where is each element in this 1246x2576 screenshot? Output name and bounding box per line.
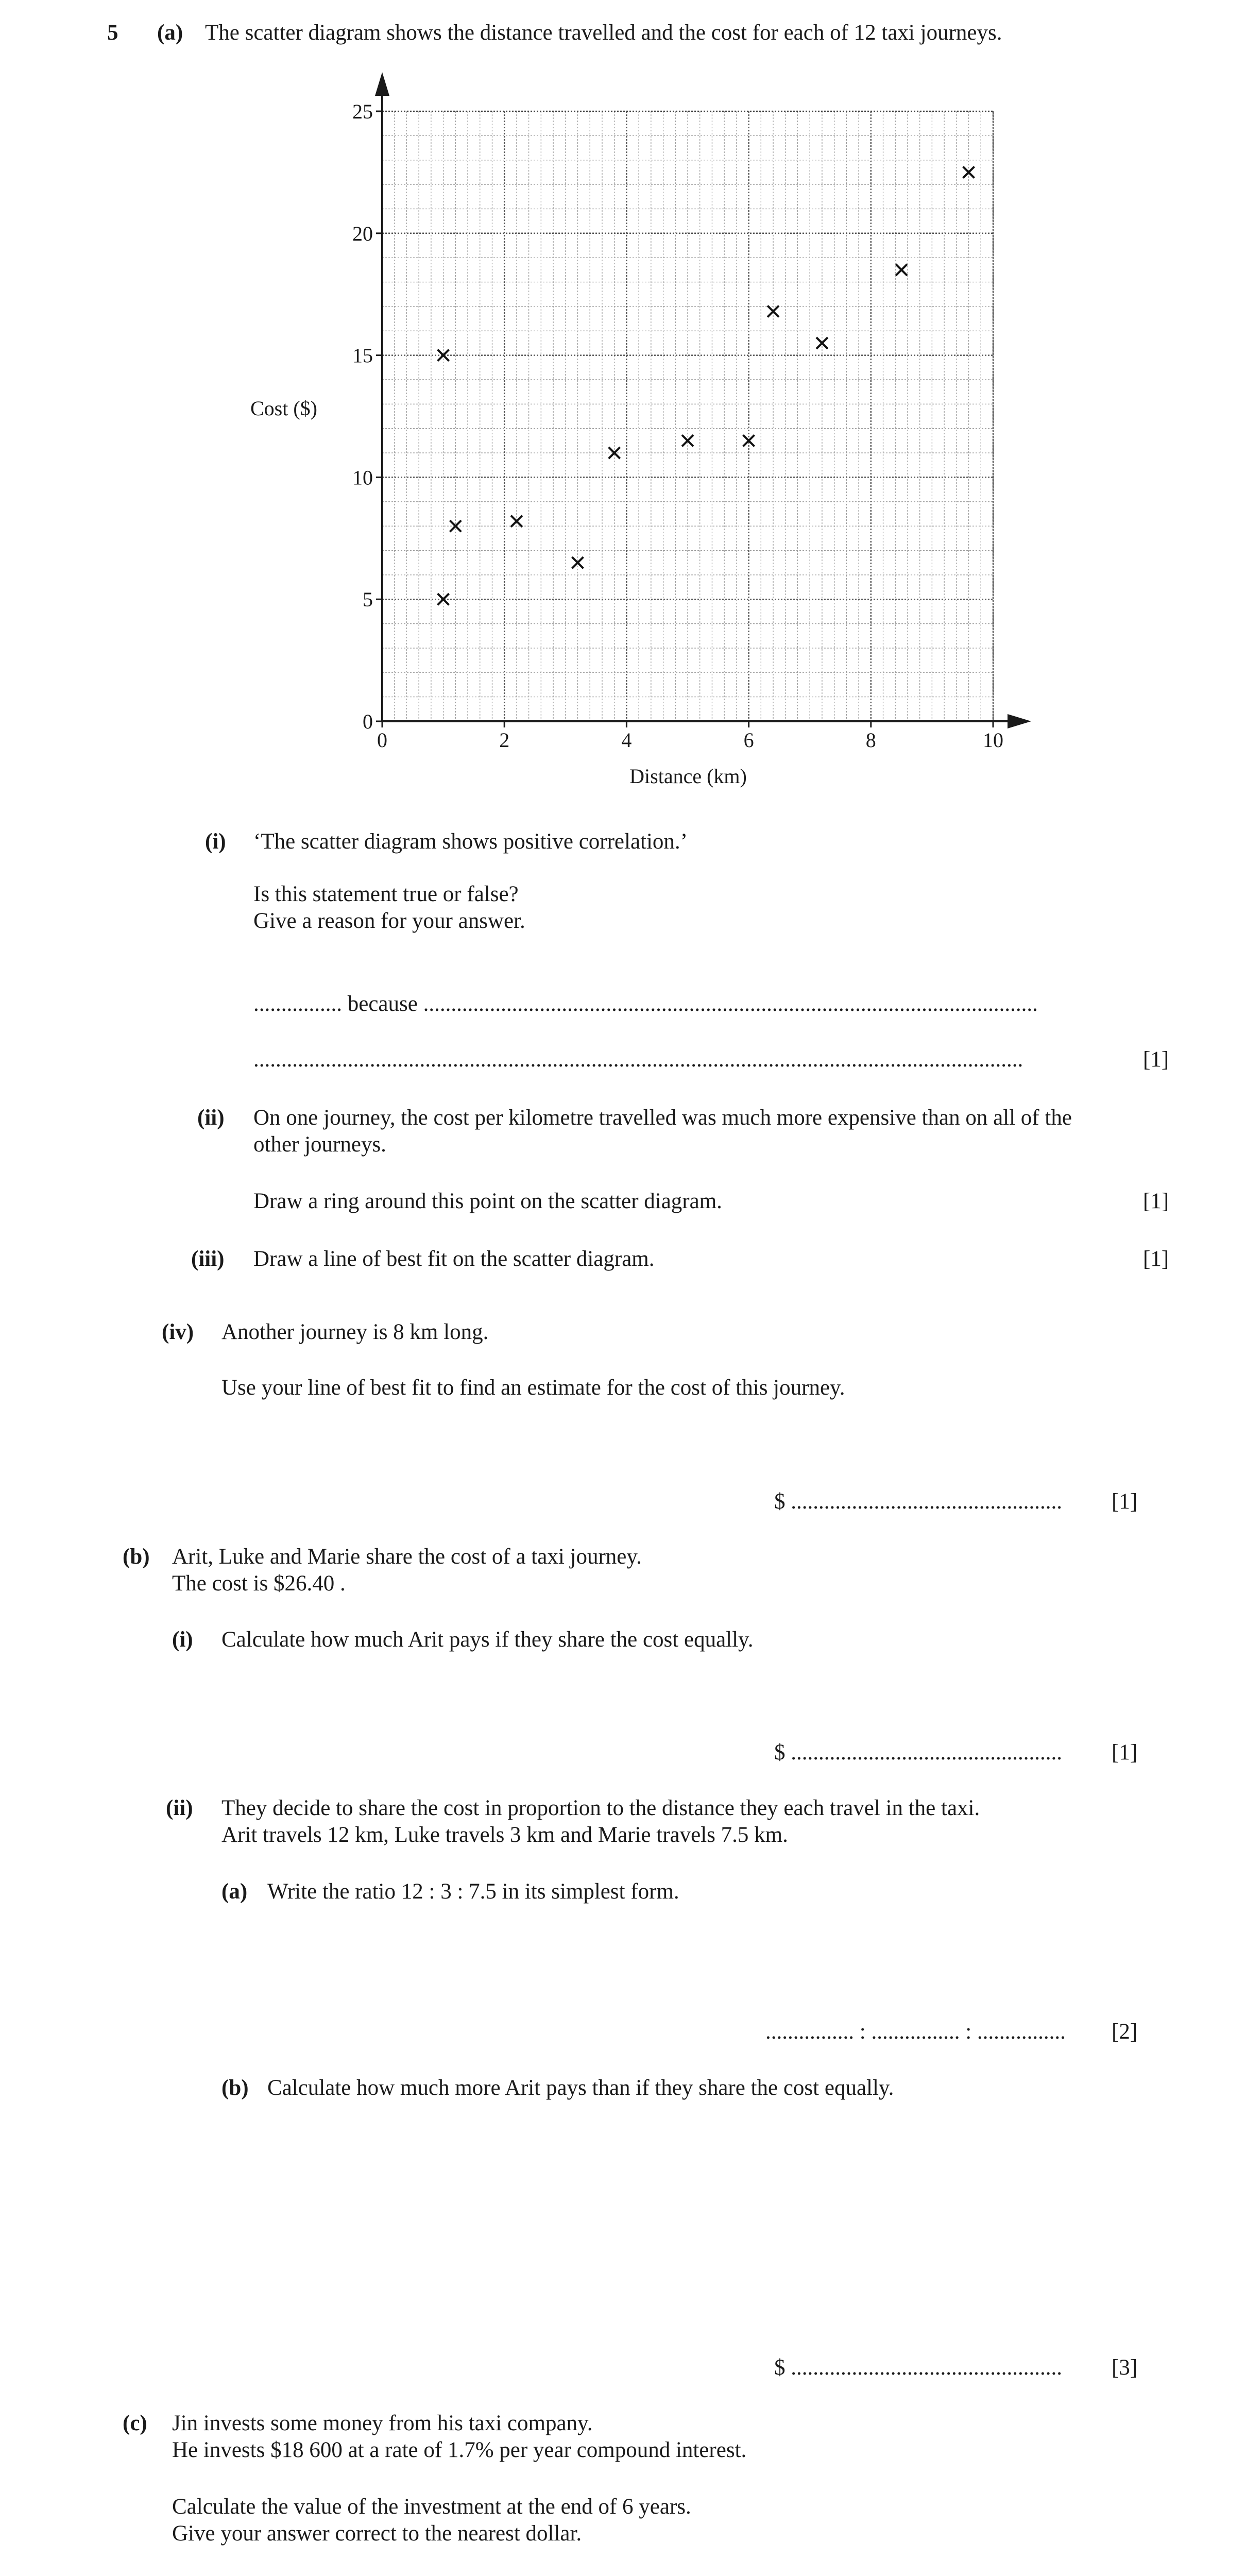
tick-labels xyxy=(352,100,1003,752)
grid-border xyxy=(382,111,993,721)
c-line1: Jin invests some money from his taxi company. xyxy=(172,2411,593,2435)
data-point-cross xyxy=(896,264,907,276)
minor-gridlines xyxy=(382,111,993,721)
b-line1: Arit, Luke and Marie share the cost of a taxi journey. xyxy=(172,1545,642,1569)
question-number: 5 xyxy=(107,21,118,45)
a-iv-line2: Use your line of best fit to find an estimate for the cost of this journey. xyxy=(221,1376,845,1400)
b-label: (b) xyxy=(123,1545,150,1569)
b-ii-a-text: Write the ratio 12 : 3 : 7.5 in its simplest form. xyxy=(267,1879,679,1904)
a-iv-line1: Another journey is 8 km long. xyxy=(221,1320,489,1344)
scatter-chart xyxy=(0,0,1246,804)
a-i-answer-line-2[interactable]: ........................................................................................................................................... xyxy=(253,1047,1023,1072)
a-i-label: (i) xyxy=(205,829,226,854)
c-line3: Calculate the value of the investment at the end of 6 years. xyxy=(172,2495,691,2519)
b-ii-b-label: (b) xyxy=(221,2076,249,2100)
major-gridlines xyxy=(382,111,993,721)
a-iii-text: Draw a line of best fit on the scatter diagram. xyxy=(253,1247,655,1271)
a-iv-label: (iv) xyxy=(162,1320,194,1344)
a-i-quote: ‘The scatter diagram shows positive correlation.’ xyxy=(253,829,688,854)
data-points xyxy=(438,166,975,605)
b-line2: The cost is $26.40 . xyxy=(172,1571,346,1596)
b-ii-b-answer[interactable]: $ ................................................. xyxy=(774,2355,1062,2380)
a-i-line1: Is this statement true or false? xyxy=(253,882,519,906)
a-ii-marks: [1] xyxy=(1143,1189,1169,1213)
b-ii-b-text: Calculate how much more Arit pays than if they share the cost equally. xyxy=(267,2076,894,2100)
b-ii-b-marks: [3] xyxy=(1112,2355,1138,2380)
b-ii-a-label: (a) xyxy=(221,1879,248,1904)
c-line2: He invests $18 600 at a rate of 1.7% per year compound interest. xyxy=(172,2438,747,2462)
y-tick-label: 0 xyxy=(363,710,373,733)
a-i-marks: [1] xyxy=(1143,1047,1169,1072)
x-tick-label: 6 xyxy=(743,728,754,752)
b-ii-label: (ii) xyxy=(166,1796,193,1820)
x-tick-label: 2 xyxy=(499,728,510,752)
b-i-text: Calculate how much Arit pays if they share the cost equally. xyxy=(221,1628,754,1652)
y-axis-label: Cost ($) xyxy=(250,397,317,420)
a-iii-label: (iii) xyxy=(191,1247,225,1271)
b-i-label: (i) xyxy=(172,1628,193,1652)
ratio-answer[interactable]: ................ : ................ : ................ xyxy=(765,2020,1066,2044)
x-tick-label: 0 xyxy=(377,728,387,752)
y-tick-label: 25 xyxy=(352,100,373,123)
part-a-label: (a) xyxy=(157,21,183,45)
y-tick-label: 20 xyxy=(352,222,373,245)
b-i-answer[interactable]: $ ................................................. xyxy=(774,1740,1062,1765)
x-tick-label: 8 xyxy=(865,728,876,752)
y-tick-label: 15 xyxy=(352,344,373,367)
x-tick-label: 4 xyxy=(621,728,632,752)
a-ii-line2: other journeys. xyxy=(253,1132,386,1157)
x-axis-label: Distance (km) xyxy=(629,765,747,788)
y-tick-label: 10 xyxy=(352,466,373,489)
b-ii-line2: Arit travels 12 km, Luke travels 3 km and Marie travels 7.5 km. xyxy=(221,1823,788,1847)
a-ii-label: (ii) xyxy=(197,1106,225,1130)
y-tick-label: 5 xyxy=(363,588,373,612)
a-iv-marks: [1] xyxy=(1112,1489,1138,1514)
a-iv-answer[interactable]: $ ................................................. xyxy=(774,1489,1062,1514)
x-tick-label: 10 xyxy=(983,728,1003,752)
a-iii-marks: [1] xyxy=(1143,1247,1169,1271)
c-label: (c) xyxy=(123,2411,147,2435)
a-i-answer-line-1[interactable]: ................ because ............................................................................................................... xyxy=(253,992,1038,1016)
b-ii-line1: They decide to share the cost in proportion to the distance they each travel in the taxi. xyxy=(221,1796,980,1820)
b-i-marks: [1] xyxy=(1112,1740,1138,1765)
y-axis-arrow xyxy=(375,72,389,96)
b-ii-a-marks: [2] xyxy=(1112,2020,1138,2044)
a-i-line2: Give a reason for your answer. xyxy=(253,909,525,933)
chart-axes xyxy=(375,72,1031,728)
c-line4: Give your answer correct to the nearest dollar. xyxy=(172,2521,582,2546)
x-axis-arrow xyxy=(1008,714,1031,728)
part-a-intro: The scatter diagram shows the distance travelled and the cost for each of 12 taxi journeys. xyxy=(205,21,1002,45)
a-ii-line3: Draw a ring around this point on the scatter diagram. xyxy=(253,1189,722,1213)
a-ii-line1: On one journey, the cost per kilometre travelled was much more expensive than on all of the xyxy=(253,1106,1072,1130)
